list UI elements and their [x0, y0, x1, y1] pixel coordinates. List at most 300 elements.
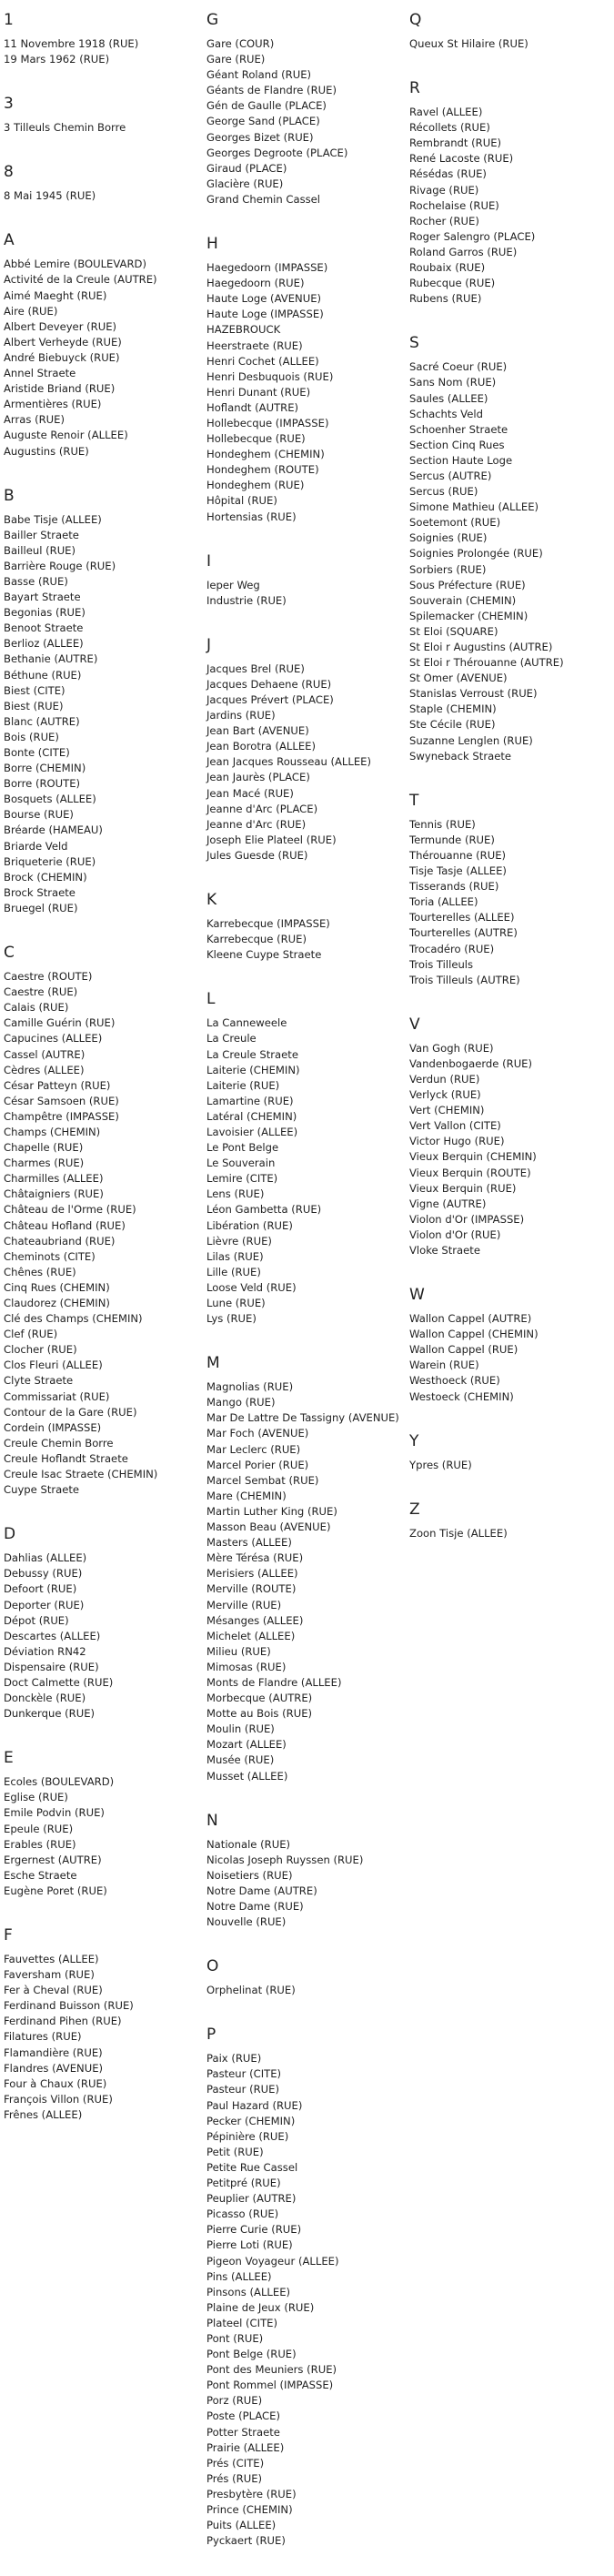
street-link[interactable]: Babe Tisje (ALLEE)	[4, 512, 102, 526]
street-link[interactable]: Hoflandt (AUTRE)	[206, 400, 299, 414]
street-link[interactable]: Dunkerque (RUE)	[4, 1707, 96, 1721]
street-link[interactable]: Milieu (RUE)	[206, 1644, 271, 1658]
street-link[interactable]: Annel Straete	[4, 367, 76, 380]
street-link[interactable]: Calais (RUE)	[4, 1001, 69, 1015]
street-link[interactable]: Paix (RUE)	[206, 2052, 262, 2066]
street-link[interactable]: Presbytère (RUE)	[206, 2487, 297, 2500]
street-link[interactable]: Bonte (CITE)	[4, 746, 70, 759]
street-link[interactable]: Mésanges (ALLEE)	[206, 1613, 304, 1627]
street-link[interactable]: Sorbiers (RUE)	[409, 562, 487, 576]
street-link[interactable]: Henri Cochet (ALLEE)	[206, 354, 319, 368]
street-link[interactable]: Musée (RUE)	[206, 1753, 275, 1767]
street-link[interactable]: Pont (RUE)	[206, 2331, 264, 2345]
street-link[interactable]: Moulin (RUE)	[206, 1722, 275, 1736]
street-link[interactable]: Ergernest (AUTRE)	[4, 1853, 102, 1866]
street-link[interactable]: Pyckaert (RUE)	[206, 2534, 286, 2548]
street-link[interactable]: Flamandière (RUE)	[4, 2046, 103, 2059]
street-link[interactable]: Merville (ROUTE)	[206, 1582, 297, 1596]
street-link[interactable]: Henri Dunant (RUE)	[206, 385, 311, 399]
street-link[interactable]: Warein (RUE)	[409, 1359, 479, 1372]
street-link[interactable]: René Lacoste (RUE)	[409, 152, 514, 166]
street-link[interactable]: Chateaubriand (RUE)	[4, 1234, 116, 1248]
street-link[interactable]: Jean Borotra (ALLEE)	[206, 740, 316, 753]
street-link[interactable]: Wallon Cappel (CHEMIN)	[409, 1328, 539, 1341]
street-link[interactable]: Biest (CITE)	[4, 683, 65, 697]
street-link[interactable]: Cordein (IMPASSE)	[4, 1420, 102, 1434]
street-link[interactable]: Vandenbogaerde (RUE)	[409, 1056, 533, 1070]
street-link[interactable]: Pépinière (RUE)	[206, 2129, 289, 2143]
street-link[interactable]: Notre Dame (AUTRE)	[206, 1884, 317, 1897]
street-link[interactable]: Cèdres (ALLEE)	[4, 1063, 85, 1076]
street-link[interactable]: Brock (CHEMIN)	[4, 870, 87, 884]
street-link[interactable]: Augustins (RUE)	[4, 444, 89, 458]
street-link[interactable]: Karrebecque (IMPASSE)	[206, 917, 330, 931]
street-link[interactable]: Rubens (RUE)	[409, 292, 482, 306]
street-link[interactable]: Verdun (RUE)	[409, 1072, 480, 1086]
street-link[interactable]: Mère Térésa (RUE)	[206, 1551, 304, 1565]
street-link[interactable]: Jean Jaurès (PLACE)	[206, 771, 310, 784]
street-link[interactable]: Déviation RN42	[4, 1644, 86, 1658]
street-link[interactable]: Masson Beau (AVENUE)	[206, 1520, 331, 1534]
street-link[interactable]: Industrie (RUE)	[206, 593, 287, 607]
street-link[interactable]: Tourterelles (ALLEE)	[409, 911, 515, 924]
street-link[interactable]: Blanc (AUTRE)	[4, 714, 80, 728]
street-link[interactable]: Paul Hazard (RUE)	[206, 2098, 303, 2112]
street-link[interactable]: Pasteur (CITE)	[206, 2067, 282, 2081]
street-link[interactable]: Descartes (ALLEE)	[4, 1629, 101, 1642]
street-link[interactable]: Lamartine (RUE)	[206, 1094, 294, 1107]
street-link[interactable]: Sacré Coeur (RUE)	[409, 360, 508, 374]
street-link[interactable]: Motte au Bois (RUE)	[206, 1707, 313, 1721]
street-link[interactable]: Jean Macé (RUE)	[206, 786, 294, 800]
street-link[interactable]: Petite Rue Cassel	[206, 2160, 298, 2174]
street-link[interactable]: Haegedoorn (IMPASSE)	[206, 261, 328, 275]
street-link[interactable]: Mimosas (RUE)	[206, 1660, 287, 1673]
street-link[interactable]: Pont Rommel (IMPASSE)	[206, 2379, 334, 2392]
street-link[interactable]: Récollets (RUE)	[409, 121, 490, 135]
street-link[interactable]: Mozart (ALLEE)	[206, 1738, 287, 1752]
street-link[interactable]: Ecoles (BOULEVARD)	[4, 1775, 115, 1789]
street-link[interactable]: Clé des Champs (CHEMIN)	[4, 1312, 143, 1326]
street-link[interactable]: Potter Straete	[206, 2425, 280, 2439]
street-link[interactable]: Commissariat (RUE)	[4, 1389, 110, 1403]
street-link[interactable]: Barrière Rouge (RUE)	[4, 559, 116, 572]
street-link[interactable]: Jeanne d'Arc (PLACE)	[206, 802, 318, 815]
street-link[interactable]: Vloke Straete	[409, 1244, 480, 1257]
street-link[interactable]: Cinq Rues (CHEMIN)	[4, 1280, 110, 1294]
street-link[interactable]: Arras (RUE)	[4, 413, 65, 427]
street-link[interactable]: Châtaigniers (RUE)	[4, 1187, 104, 1201]
street-link[interactable]: Section Cinq Rues	[409, 438, 505, 451]
street-link[interactable]: Haute Loge (IMPASSE)	[206, 308, 324, 321]
street-link[interactable]: Westoeck (CHEMIN)	[409, 1389, 514, 1403]
street-link[interactable]: Swyneback Straete	[409, 749, 512, 763]
street-link[interactable]: Château Hofland (RUE)	[4, 1218, 126, 1232]
street-link[interactable]: Staple (CHEMIN)	[409, 702, 497, 716]
street-link[interactable]: Picasso (RUE)	[206, 2207, 279, 2221]
street-link[interactable]: Nouvelle (RUE)	[206, 1915, 287, 1929]
street-link[interactable]: Prince (CHEMIN)	[206, 2503, 293, 2516]
street-link[interactable]: Wallon Cappel (AUTRE)	[409, 1312, 532, 1326]
street-link[interactable]: Pigeon Voyageur (ALLEE)	[206, 2254, 339, 2268]
street-link[interactable]: Caestre (ROUTE)	[4, 970, 93, 984]
street-link[interactable]: Contour de la Gare (RUE)	[4, 1405, 137, 1419]
street-link[interactable]: Jacques Brel (RUE)	[206, 662, 305, 675]
street-link[interactable]: St Eloi r Augustins (AUTRE)	[409, 641, 553, 653]
street-link[interactable]: Stanislas Verroust (RUE)	[409, 687, 538, 701]
street-link[interactable]: Cuype Straete	[4, 1483, 80, 1497]
street-link[interactable]: Souverain (CHEMIN)	[409, 593, 517, 607]
street-link[interactable]: Mar De Lattre De Tassigny (AVENUE)	[206, 1411, 399, 1425]
street-link[interactable]: Bailler Straete	[4, 528, 79, 541]
street-link[interactable]: Armentières (RUE)	[4, 398, 102, 411]
street-link[interactable]: Suzanne Lenglen (RUE)	[409, 733, 533, 747]
street-link[interactable]: Chênes (RUE)	[4, 1265, 76, 1278]
street-link[interactable]: Eugène Poret (RUE)	[4, 1884, 107, 1897]
street-link[interactable]: St Omer (AVENUE)	[409, 672, 508, 685]
street-link[interactable]: Puits (ALLEE)	[206, 2519, 277, 2532]
street-link[interactable]: Thérouanne (RUE)	[409, 848, 507, 862]
street-link[interactable]: Merisiers (ALLEE)	[206, 1567, 298, 1581]
street-link[interactable]: 11 Novembre 1918 (RUE)	[4, 37, 139, 50]
street-link[interactable]: Creule Chemin Borre	[4, 1436, 114, 1450]
street-link[interactable]: La Canneweele	[206, 1016, 287, 1030]
street-link[interactable]: Lens (RUE)	[206, 1187, 265, 1201]
street-link[interactable]: Jean Jacques Rousseau (ALLEE)	[206, 755, 372, 769]
street-link[interactable]: Léon Gambetta (RUE)	[206, 1203, 322, 1217]
street-link[interactable]: Fauvettes (ALLEE)	[4, 1953, 99, 1965]
street-link[interactable]: Charmilles (ALLEE)	[4, 1172, 104, 1186]
street-link[interactable]: Marcel Sembat (RUE)	[206, 1473, 319, 1487]
street-link[interactable]: Latéral (CHEMIN)	[206, 1109, 297, 1123]
street-link[interactable]: Rembrandt (RUE)	[409, 136, 502, 150]
street-link[interactable]: Poste (PLACE)	[206, 2409, 280, 2423]
street-link[interactable]: Joseph Elie Plateel (RUE)	[206, 833, 337, 846]
street-link[interactable]: Vieux Berquin (ROUTE)	[409, 1166, 531, 1179]
street-link[interactable]: Borre (CHEMIN)	[4, 762, 86, 775]
street-link[interactable]: Clos Fleuri (ALLEE)	[4, 1359, 103, 1372]
street-link[interactable]: Prés (CITE)	[206, 2456, 265, 2470]
street-link[interactable]: César Patteyn (RUE)	[4, 1078, 111, 1092]
street-link[interactable]: Libération (RUE)	[206, 1218, 293, 1232]
street-link[interactable]: Begonias (RUE)	[4, 606, 86, 620]
street-link[interactable]: Simone Mathieu (ALLEE)	[409, 500, 539, 514]
street-link[interactable]: Schoenher Straete	[409, 422, 508, 436]
street-link[interactable]: George Sand (PLACE)	[206, 115, 320, 128]
street-link[interactable]: Trocadéro (RUE)	[409, 942, 495, 955]
street-link[interactable]: Gare (COUR)	[206, 37, 275, 50]
street-link[interactable]: Pinsons (ALLEE)	[206, 2285, 291, 2298]
street-link[interactable]: Sercus (AUTRE)	[409, 469, 492, 482]
street-link[interactable]: 19 Mars 1962 (RUE)	[4, 53, 110, 66]
street-link[interactable]: Ravel (ALLEE)	[409, 106, 483, 119]
street-link[interactable]: Section Haute Loge	[409, 453, 513, 467]
street-link[interactable]: Henri Desbuquois (RUE)	[206, 369, 334, 383]
street-link[interactable]: Ieper Weg	[206, 578, 260, 591]
street-link[interactable]: Four à Chaux (RUE)	[4, 2076, 107, 2090]
street-link[interactable]: Tisserands (RUE)	[409, 880, 499, 894]
street-link[interactable]: Roland Garros (RUE)	[409, 245, 518, 258]
street-link[interactable]: St Eloi (SQUARE)	[409, 624, 498, 638]
street-link[interactable]: Sercus (RUE)	[409, 485, 478, 499]
street-link[interactable]: Verlyck (RUE)	[409, 1088, 481, 1102]
street-link[interactable]: Chapelle (RUE)	[4, 1141, 84, 1155]
street-link[interactable]: Termunde (RUE)	[409, 833, 495, 846]
street-link[interactable]: Hôpital (RUE)	[206, 494, 277, 508]
street-link[interactable]: Notre Dame (RUE)	[206, 1900, 304, 1913]
street-link[interactable]: Auguste Renoir (ALLEE)	[4, 429, 128, 442]
street-link[interactable]: Lille (RUE)	[206, 1265, 261, 1278]
street-link[interactable]: Violon d'Or (RUE)	[409, 1227, 501, 1241]
street-link[interactable]: Bréarde (HAMEAU)	[4, 823, 103, 837]
street-link[interactable]: Aimé Maeght (RUE)	[4, 288, 107, 302]
street-link[interactable]: Jeanne d'Arc (RUE)	[206, 817, 307, 831]
street-link[interactable]: St Eloi r Thérouanne (AUTRE)	[409, 656, 564, 670]
street-link[interactable]: Vieux Berquin (RUE)	[409, 1181, 517, 1195]
street-link[interactable]: Masters (ALLEE)	[206, 1536, 292, 1550]
street-link[interactable]: Flandres (AVENUE)	[4, 2061, 104, 2075]
street-link[interactable]: Haegedoorn (RUE)	[206, 277, 305, 290]
street-link[interactable]: Bosquets (ALLEE)	[4, 793, 96, 806]
street-link[interactable]: La Creule Straete	[206, 1047, 298, 1061]
street-link[interactable]: Brock Straete	[4, 885, 75, 899]
street-link[interactable]: Roubaix (RUE)	[409, 261, 486, 275]
street-link[interactable]: Debussy (RUE)	[4, 1567, 83, 1581]
street-link[interactable]: Magnolias (RUE)	[206, 1380, 294, 1394]
street-link[interactable]: Lys (RUE)	[206, 1312, 257, 1326]
street-link[interactable]: Benoot Straete	[4, 621, 84, 635]
street-link[interactable]: Soignies (RUE)	[409, 531, 488, 545]
street-link[interactable]: Bruegel (RUE)	[4, 901, 78, 914]
street-link[interactable]: Deporter (RUE)	[4, 1598, 85, 1611]
street-link[interactable]: Berlioz (ALLEE)	[4, 637, 84, 651]
street-link[interactable]: Nicolas Joseph Ruyssen (RUE)	[206, 1853, 364, 1866]
street-link[interactable]: Lilas (RUE)	[206, 1249, 264, 1263]
street-link[interactable]: Tourterelles (AUTRE)	[409, 926, 518, 940]
street-link[interactable]: Sous Préfecture (RUE)	[409, 578, 526, 591]
street-link[interactable]: Camille Guérin (RUE)	[4, 1016, 116, 1030]
street-link[interactable]: Béthune (RUE)	[4, 668, 82, 682]
street-link[interactable]: Lièvre (RUE)	[206, 1234, 272, 1248]
street-link[interactable]: Monts de Flandre (ALLEE)	[206, 1675, 342, 1689]
street-link[interactable]: François Villon (RUE)	[4, 2092, 113, 2106]
street-link[interactable]: Georges Bizet (RUE)	[206, 130, 314, 144]
street-link[interactable]: Mar Foch (AVENUE)	[206, 1427, 309, 1440]
street-link[interactable]: Schachts Veld	[409, 407, 483, 420]
street-link[interactable]: Rubecque (RUE)	[409, 277, 496, 290]
street-link[interactable]: Prés (RUE)	[206, 2471, 263, 2485]
street-link[interactable]: Lemire (CITE)	[206, 1172, 278, 1186]
street-link[interactable]: Bayart Straete	[4, 591, 81, 604]
street-link[interactable]: Bailleul (RUE)	[4, 543, 76, 557]
street-link[interactable]: Claudorez (CHEMIN)	[4, 1297, 110, 1309]
street-link[interactable]: Tisje Tasje (ALLEE)	[409, 864, 507, 878]
street-link[interactable]: Charmes (RUE)	[4, 1157, 85, 1170]
street-link[interactable]: Caestre (RUE)	[4, 985, 78, 999]
street-link[interactable]: Aire (RUE)	[4, 304, 58, 318]
street-link[interactable]: Hondeghem (RUE)	[206, 479, 305, 492]
street-link[interactable]: Filatures (RUE)	[4, 2030, 82, 2044]
street-link[interactable]: Pasteur (RUE)	[206, 2083, 280, 2096]
street-link[interactable]: Rivage (RUE)	[409, 183, 479, 197]
street-link[interactable]: Haute Loge (AVENUE)	[206, 292, 322, 306]
street-link[interactable]: Bois (RUE)	[4, 730, 59, 743]
street-link[interactable]: Emile Podvin (RUE)	[4, 1806, 105, 1820]
street-link[interactable]: Gare (RUE)	[206, 53, 266, 66]
street-link[interactable]: Mar Leclerc (RUE)	[206, 1442, 301, 1456]
street-link[interactable]: Marcel Porier (RUE)	[206, 1458, 309, 1471]
street-link[interactable]: Bethanie (AUTRE)	[4, 652, 98, 666]
street-link[interactable]: Clef (RUE)	[4, 1328, 58, 1341]
street-link[interactable]: Jacques Prévert (PLACE)	[206, 693, 334, 706]
street-link[interactable]: Heerstraete (RUE)	[206, 338, 303, 352]
street-link[interactable]: Pins (ALLEE)	[206, 2269, 272, 2283]
street-link[interactable]: Noisetiers (RUE)	[206, 1868, 293, 1882]
street-link[interactable]: Westhoeck (RUE)	[409, 1374, 500, 1388]
street-link[interactable]: Lavoisier (ALLEE)	[206, 1125, 298, 1138]
street-link[interactable]: Champs (CHEMIN)	[4, 1125, 101, 1138]
street-link[interactable]: Queux St Hilaire (RUE)	[409, 37, 528, 50]
street-link[interactable]: Le Souverain	[206, 1157, 276, 1170]
street-link[interactable]: Géants de Flandre (RUE)	[206, 84, 337, 97]
street-link[interactable]: Peuplier (AUTRE)	[206, 2192, 297, 2206]
street-link[interactable]: Jean Bart (AVENUE)	[206, 724, 309, 738]
street-link[interactable]: Defoort (RUE)	[4, 1582, 77, 1596]
street-link[interactable]: Château de l'Orme (RUE)	[4, 1203, 136, 1217]
street-link[interactable]: Georges Degroote (PLACE)	[206, 146, 348, 159]
street-link[interactable]: Ste Cécile (RUE)	[409, 718, 496, 732]
street-link[interactable]: Porz (RUE)	[206, 2394, 263, 2408]
street-link[interactable]: Vert Vallon (CITE)	[409, 1119, 501, 1133]
street-link[interactable]: Toria (ALLEE)	[409, 895, 478, 909]
street-link[interactable]: Faversham (RUE)	[4, 1968, 95, 1982]
street-link[interactable]: Cheminots (CITE)	[4, 1249, 96, 1263]
street-link[interactable]: La Creule	[206, 1032, 257, 1046]
street-link[interactable]: Soignies Prolongée (RUE)	[409, 547, 543, 561]
street-link[interactable]: César Samsoen (RUE)	[4, 1094, 119, 1107]
street-link[interactable]: Spilemacker (CHEMIN)	[409, 609, 528, 622]
street-link[interactable]: Frênes (ALLEE)	[4, 2107, 83, 2121]
street-link[interactable]: Giraud (PLACE)	[206, 161, 287, 175]
street-link[interactable]: Champêtre (IMPASSE)	[4, 1109, 119, 1123]
street-link[interactable]: Erables (RUE)	[4, 1837, 76, 1851]
street-link[interactable]: Ypres (RUE)	[409, 1458, 472, 1471]
street-link[interactable]: Briarde Veld	[4, 839, 68, 853]
street-link[interactable]: Wallon Cappel (RUE)	[409, 1343, 518, 1357]
street-link[interactable]: Activité de la Creule (AUTRE)	[4, 273, 157, 287]
street-link[interactable]: Donckèle (RUE)	[4, 1692, 86, 1705]
street-link[interactable]: Glacière (RUE)	[206, 177, 284, 190]
street-link[interactable]: Prairie (ALLEE)	[206, 2440, 285, 2454]
street-link[interactable]: Briqueterie (RUE)	[4, 854, 96, 868]
street-link[interactable]: Nationale (RUE)	[206, 1837, 291, 1851]
street-link[interactable]: Vert (CHEMIN)	[409, 1104, 485, 1117]
street-link[interactable]: Pont Belge (RUE)	[206, 2348, 297, 2361]
street-link[interactable]: Rocher (RUE)	[409, 214, 479, 227]
street-link[interactable]: Lune (RUE)	[206, 1297, 266, 1309]
street-link[interactable]: Mare (CHEMIN)	[206, 1489, 287, 1502]
street-link[interactable]: Roger Salengro (PLACE)	[409, 229, 536, 243]
street-link[interactable]: Dispensaire (RUE)	[4, 1660, 99, 1673]
street-link[interactable]: Zoon Tisje (ALLEE)	[409, 1526, 508, 1540]
street-link[interactable]: 8 Mai 1945 (RUE)	[4, 189, 96, 203]
street-link[interactable]: Capucines (ALLEE)	[4, 1032, 103, 1046]
street-link[interactable]: Gén de Gaulle (PLACE)	[206, 99, 327, 113]
street-link[interactable]: Biest (RUE)	[4, 699, 64, 712]
street-link[interactable]: Vieux Berquin (CHEMIN)	[409, 1150, 537, 1164]
street-link[interactable]: Petit (RUE)	[206, 2145, 264, 2158]
street-link[interactable]: Vigne (AUTRE)	[409, 1197, 487, 1210]
street-link[interactable]: Ferdinand Pihen (RUE)	[4, 2015, 122, 2028]
street-link[interactable]: Creule Hoflandt Straete	[4, 1451, 128, 1465]
street-link[interactable]: Tennis (RUE)	[409, 817, 476, 831]
street-link[interactable]: Hollebecque (RUE)	[206, 432, 306, 446]
street-link[interactable]: Merville (RUE)	[206, 1598, 282, 1611]
street-link[interactable]: Albert Verheyde (RUE)	[4, 335, 122, 349]
street-link[interactable]: Résédas (RUE)	[409, 167, 487, 181]
street-link[interactable]: Karrebecque (RUE)	[206, 933, 307, 946]
street-link[interactable]: Soetemont (RUE)	[409, 516, 501, 530]
street-link[interactable]: Epeule (RUE)	[4, 1822, 74, 1835]
street-link[interactable]: Loose Veld (RUE)	[206, 1280, 297, 1294]
street-link[interactable]: Sans Nom (RUE)	[409, 376, 497, 389]
street-link[interactable]: Ferdinand Buisson (RUE)	[4, 1999, 134, 2013]
street-link[interactable]: Creule Isac Straete (CHEMIN)	[4, 1468, 158, 1481]
street-link[interactable]: Esche Straete	[4, 1868, 77, 1882]
street-link[interactable]: Pierre Curie (RUE)	[206, 2223, 302, 2237]
street-link[interactable]: Géant Roland (RUE)	[206, 68, 312, 82]
street-link[interactable]: Plateel (CITE)	[206, 2316, 278, 2329]
street-link[interactable]: Aristide Briand (RUE)	[4, 382, 116, 396]
street-link[interactable]: Jules Guesde (RUE)	[206, 848, 308, 862]
street-link[interactable]: Musset (ALLEE)	[206, 1769, 288, 1783]
street-link[interactable]: Michelet (ALLEE)	[206, 1629, 296, 1642]
street-link[interactable]: Fer à Cheval (RUE)	[4, 1984, 103, 1997]
street-link[interactable]: Laiterie (CHEMIN)	[206, 1063, 300, 1076]
street-link[interactable]: Plaine de Jeux (RUE)	[206, 2300, 315, 2314]
street-link[interactable]: Orphelinat (RUE)	[206, 1984, 296, 1997]
street-link[interactable]: Hondeghem (ROUTE)	[206, 463, 319, 477]
street-link[interactable]: Kleene Cuype Straete	[206, 948, 322, 962]
street-link[interactable]: Abbé Lemire (BOULEVARD)	[4, 258, 146, 271]
street-link[interactable]: HAZEBROUCK	[206, 323, 281, 337]
street-link[interactable]: Clocher (RUE)	[4, 1343, 77, 1357]
street-link[interactable]: Rochelaise (RUE)	[409, 198, 499, 212]
street-link[interactable]: Pecker (CHEMIN)	[206, 2114, 296, 2127]
street-link[interactable]: Basse (RUE)	[4, 574, 68, 588]
street-link[interactable]: Eglise (RUE)	[4, 1791, 68, 1804]
street-link[interactable]: Pont des Meuniers (RUE)	[206, 2363, 337, 2377]
street-link[interactable]: Violon d'Or (IMPASSE)	[409, 1212, 525, 1226]
street-link[interactable]: Petitpré (RUE)	[206, 2177, 281, 2190]
street-link[interactable]: Mango (RUE)	[206, 1396, 276, 1409]
street-link[interactable]: Trois Tilleuls (AUTRE)	[409, 973, 520, 986]
street-link[interactable]: Grand Chemin Cassel	[206, 192, 321, 206]
street-link[interactable]: Jardins (RUE)	[206, 709, 276, 722]
street-link[interactable]: Victor Hugo (RUE)	[409, 1135, 505, 1148]
street-link[interactable]: Trois Tilleuls	[409, 957, 474, 971]
street-link[interactable]: Martin Luther King (RUE)	[206, 1504, 337, 1518]
street-link[interactable]: 3 Tilleuls Chemin Borre	[4, 121, 126, 135]
street-link[interactable]: Hollebecque (IMPASSE)	[206, 416, 329, 429]
street-link[interactable]: Bourse (RUE)	[4, 808, 74, 822]
street-link[interactable]: Albert Deveyer (RUE)	[4, 319, 117, 333]
street-link[interactable]: Jacques Dehaene (RUE)	[206, 677, 332, 691]
street-link[interactable]: Morbecque (AUTRE)	[206, 1692, 313, 1705]
street-link[interactable]: Hortensias (RUE)	[206, 510, 297, 523]
street-link[interactable]: André Biebuyck (RUE)	[4, 350, 120, 364]
street-link[interactable]: Dahlias (ALLEE)	[4, 1551, 87, 1565]
